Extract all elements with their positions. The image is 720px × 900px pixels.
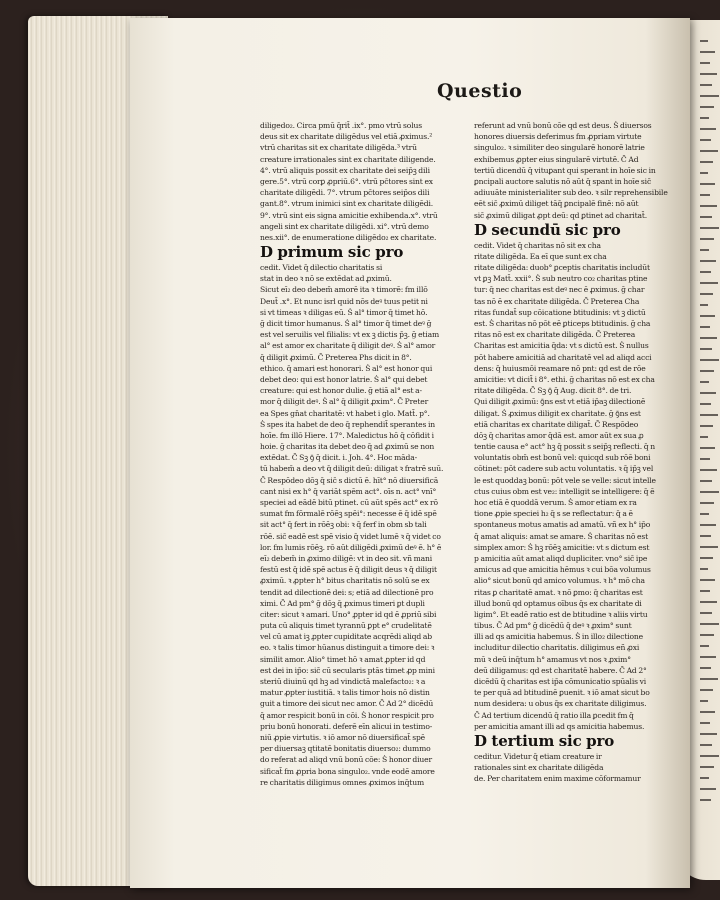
facing-page-line (700, 216, 712, 218)
text-line: charitate diligēdi. 7°. vtrum pc̄tores seip̄os dili (260, 188, 430, 198)
facing-page-line (700, 282, 718, 284)
facing-page-line (700, 370, 714, 372)
text-line: cedit. Videt q̄ charitas nō sit ex cha (474, 240, 601, 250)
text-line: diligat. Ṡ ꝓximus diligit ex charitate. ḡ ꝯ̄ns est (474, 408, 641, 418)
facing-page-line (700, 733, 717, 735)
text-line: guit a timore dei sicut nec amor. C̄ Ad 2° dicēdū (260, 699, 434, 709)
facing-page-line (700, 766, 714, 768)
text-line: ceditur. Videtur q̄ etiam creature ir (474, 751, 602, 761)
text-line: eī₂ debem̄ in ꝓximo diligē: vt in deo sit. vñ mani (260, 553, 433, 563)
facing-page-line (700, 634, 714, 636)
facing-page-line (700, 403, 711, 405)
facing-page-line (700, 227, 719, 229)
facing-page-line (700, 183, 715, 185)
text-line: diligedo₂. Circa pmū q̄rit̄ .ix°. pmo vtrū solus (260, 121, 422, 130)
facing-page-line (700, 777, 709, 779)
text-line: speciei ad eādē bitū ptinet. cū aūt spēs act° ex rō (260, 498, 438, 507)
text-line: stat in deo ꝛ nō se extēdat ad ꝓximū. (260, 274, 392, 284)
facing-page-line (700, 117, 709, 119)
facing-page-line (700, 601, 717, 603)
facing-page-line (700, 502, 714, 504)
facing-page-line (700, 51, 715, 53)
text-line: cant nisi ex h° q̄ variāt spēm act°. oīs n. act° vnī° (260, 486, 437, 496)
text-line: ximi. C̄ Ad pm° ḡ dōꝫ q̄ ꝓximus timeri ꝑt dupli (260, 598, 425, 608)
text-line: illud bonū qd optamus oībus q̄s ex charitate di (474, 598, 642, 608)
text-line: exhibemus ꝓpter eius singularē virtutē. C̄ Ad (474, 154, 639, 164)
facing-page-line (700, 711, 715, 713)
text-line: creature irrationales sint ex charitate diligende. (260, 154, 436, 164)
right-column (474, 120, 679, 785)
text-line: includitur dilectio charitatis. diligimus eñ ꝓxi (474, 643, 640, 653)
facing-page-line (700, 623, 719, 625)
facing-page-line (700, 590, 710, 592)
facing-page-line (700, 689, 713, 691)
text-line: Deut̄ .x°. Et nunc isrl quid nōs deꝰ tuus petit ni (260, 296, 428, 306)
text-line: te per quā ad btitudinē ꝑuenit. ꝛ iō amat sicut bo (474, 688, 650, 698)
facing-page-line (700, 557, 713, 559)
facing-page-line (700, 84, 712, 86)
facing-page-line (700, 491, 719, 493)
text-line: nes.xii°. de enumeratione diligēdo₂ ex charitate. (260, 232, 437, 242)
text-line: spontaneus motus amatis ad amatū. vñ ex h° ip̄o (474, 520, 651, 530)
text-line: hoīe. fm illō Hiere. 17°. Maledictus hō q̄ cōfidit i (260, 430, 434, 440)
facing-page-line (700, 656, 716, 658)
facing-page-line (700, 95, 719, 97)
text-line: puta cū aliquis timet tyrannū ꝑpt e° crudelitatē (260, 621, 432, 631)
text-line: sic̄ ꝓximū diligat ꝓpt deū: qd ꝑtinet ad charitat̄. (474, 210, 648, 220)
text-line: matur ꝓpter iustitiā. ꝛ talis timor hois nō distin (260, 688, 430, 698)
section-title-tertium: D tertium sic pro (474, 731, 615, 750)
text-line: vt ꝑꝫ Matt̄. xxii°. Ṡ sub neutro co₂ charitas ptine (474, 274, 648, 284)
text-line: sificat̄ fm ꝓpria bona singulo₂. vnde eodē amore (260, 766, 435, 776)
facing-page-line (700, 546, 718, 548)
text-line: p amicitia aūt amat aliqd dupliciter. vno° sic̄ ipe (474, 553, 648, 563)
text-line: num desidera: u obus q̄s ex charitate diligimus. (474, 699, 647, 709)
facing-page-line (700, 414, 718, 416)
facing-page-line (700, 62, 710, 64)
text-line: ritas fundat̄ sup cōicatione btitudinis: vt ꝫ dictū (474, 307, 646, 317)
text-line: si vt timeas ꝛ diligas eū. Ṡ al° timor q̄ timet hō. (260, 307, 428, 317)
text-line: priu bonū honorati. deferē eīn alicui in testimo- (260, 721, 433, 731)
facing-page-line (700, 755, 719, 757)
facing-page-line (700, 315, 715, 317)
text-line: referunt ad vnū bonū cōe qd est deus. Ṡ diuersos (474, 121, 652, 130)
facing-page-line (700, 260, 716, 262)
text-line: ethico. q̄ amari est honorari. Ṡ al° est honor qui (260, 363, 433, 373)
facing-page-line (700, 447, 715, 449)
text-line: ritate diligēda: duob° ꝑceptis charitatis includūt (474, 263, 650, 273)
text-line: vel cū amat iꝫ ꝓpter cupiditate acqrēdi aliqd ab (260, 632, 432, 642)
text-line: ꝓximū. ꝛ ꝓpter h° bitus charitatis nō solū se ex (260, 576, 430, 586)
text-line: tione ꝓpie speciei h₂ q̄ s se reflectatur: q̄ a ē (474, 509, 633, 519)
text-line: alio° sicut bonū qd amico volumus. ꝛ h° mō cha (474, 576, 645, 586)
facing-page-line (700, 799, 711, 801)
text-line: tū habem̄ a deo vt q̄ diligit deū: diligat ꝛ fratrē suū. (260, 464, 444, 474)
text-line: le est quoddaꝫ bonū: pōt vele se velle: sicut intelle (474, 475, 656, 485)
text-line: est dei in ip̄o: sic̄ cū secularis ptās timet ꝓp mini (260, 665, 435, 675)
text-line: ꝑncipali auctore salutis nō aūt q̄ spant in hoīe sic̄ (474, 176, 652, 186)
facing-page-line (700, 326, 710, 328)
text-line: etiā charitas ex charitate diligat̄. C̄ Respōdeo (474, 419, 639, 429)
page-heading: Questio (437, 80, 523, 102)
text-line: rationales sint ex charitate diligēda (474, 763, 604, 773)
facing-page-line (700, 535, 711, 537)
facing-page-line (700, 436, 708, 438)
text-line: voluntatis obm̄ est bonū vel: quicqd sub rōē boni (474, 453, 651, 463)
facing-page-line (700, 293, 713, 295)
text-line: dens: q̄ huiusmōi reamare nō pnt: qd est de rōe (474, 363, 646, 373)
text-line: re charitatis diligimus omnes ꝓximos inq̄tum (260, 777, 424, 787)
text-line: tentie causa e° act° hꝫ q̄ possit s seip̄ꝫ reflecti. q̄ n (474, 442, 655, 452)
facing-page-line (700, 40, 708, 42)
text-line: ritas nō est ex charitate diligēda. C̄ Preterea (474, 330, 636, 340)
facing-page-text (700, 40, 720, 810)
text-line: citer: sicut ꝛ amari. Uno° ꝓpter id qd ē ꝓpriū sibi (260, 609, 437, 619)
facing-page-line (700, 106, 714, 108)
text-line: q̄ amat aliquis: amat se amare. Ṡ charitas nō est (474, 531, 649, 541)
text-line: rōē. sic̄ eadē est spē visio q̄ videt lumē ꝛ q̄ videt co (260, 531, 441, 541)
text-line: cōtinet: pōt cadere sub actu voluntatis. ꝛ q̄ ip̄ꝫ vel (474, 464, 654, 474)
facing-page-line (700, 249, 709, 251)
text-line: tas nō ē ex charitate diligēda. C̄ Preterea Cha (474, 296, 640, 306)
text-line: hoc etiā ē quoddā verum. Ṡ amor etiam ex ra (474, 498, 637, 507)
text-line: 9°. vtrū sint eis signa amicitie exhibenda.x°. vtrū (260, 210, 438, 220)
text-line: adiuuāte ministerialiter sub deo. ꝛ silr reprehensibile (474, 188, 668, 198)
text-line: hoie. ḡ charitas ita debet deo q̄ ad ꝓximū se non (260, 442, 435, 452)
text-line: q̄ diligit ꝓximū. C̄ Preterea Phs dicit in 8°. (260, 352, 412, 362)
text-line: do referat ad aliqd vnū bonū cōe: Ṡ honor diuer (260, 755, 432, 765)
text-line: angeli sint ex charitate diligēdi. xi°. vtrū demo (260, 221, 429, 231)
facing-page-line (700, 392, 716, 394)
text-line: tendit ad dilectionē dei: s; etiā ad dilectionē pro (260, 587, 434, 597)
facing-page-line (700, 205, 717, 207)
facing-page-line (700, 513, 709, 515)
text-line: ritate diligēda. Ea eī que sunt ex cha (474, 251, 607, 261)
text-line: mor q̄ diligit deꝰ. Ṡ al° q̄ diligit ꝓxim°. C̄ Preter (260, 397, 429, 407)
text-line: est. Ṡ charitas nō pōt eē ꝑticeps btitudinis. ḡ cha (474, 319, 651, 328)
text-line: gant.8°. vtrum inimici sint ex charitate diligēdi. (260, 199, 433, 209)
facing-page-line (700, 788, 716, 790)
left-column (260, 120, 465, 788)
section-title-secundum: D secundū sic pro (474, 220, 621, 239)
text-line: creature: qui est honor dulie. ḡ etiā al° est a- (260, 386, 422, 396)
text-line: festū est q̄ idē spē actus ē q̄ diligit deus ꝛ q̄ diligit (260, 565, 437, 575)
text-line: q̄ amor respicit bonū in cōi. Ṡ honor respicit pro (260, 710, 434, 720)
facing-page-line (700, 568, 708, 570)
text-line: sumat fm fōrmalē rōēꝫ spēi°: necesse ē q̄ idē spē (260, 509, 437, 519)
text-line: amicitie: vt dicit̄ i 8°. ethi. ḡ charitas nō est ex cha (474, 374, 655, 384)
text-line: ḡ dicit timor humanus. Ṡ al° timor q̄ timet deꝰ ḡ (260, 319, 432, 328)
text-line: illi ad qs amicitia habemus. Ṡ in illo₂ dilectione (474, 632, 644, 642)
text-line: gere.5°. vtrū corꝑ ꝓpriū.6°. vtrū pc̄tores sint ex (260, 176, 433, 186)
text-line: C̄ Respōdeo dōꝫ q̄ sic̄ s dictū ē. hīt° nō diuersificā (260, 475, 439, 485)
text-line: niū ꝓpie virtutis. ꝛ iō amor nō diuersificat̄ spē (260, 732, 426, 742)
text-line: singulo₂. ꝛ similiter deo singularē honorē latrie (474, 143, 645, 153)
text-line: eēt sic̄ ꝓximū diliget tāq̄ ꝑncipalē finē: nō aūt (474, 199, 639, 209)
facing-page-line (700, 194, 710, 196)
facing-page-line (700, 271, 711, 273)
facing-page-line (700, 172, 708, 174)
text-line: deū diligamus: qd est charitatē habere. C̄ Ad 2° (474, 665, 647, 675)
facing-page-line (700, 139, 711, 141)
facing-page-line (700, 425, 713, 427)
text-line: est vel seruilis vel filialis: vt ex ꝫ dictis p̄ꝫ. ḡ etiam (260, 330, 440, 340)
text-line: Qui diligit ꝓximū: ꝯ̄ns est vt etiā ip̄aꝫ dilectionē (474, 397, 646, 407)
facing-page-line (700, 337, 717, 339)
text-line: 4°. vtrū aliquis possit ex charitate dei seip̄ꝫ dili (260, 165, 430, 175)
text-line: ritas ꝑ charitatē amat. ꝛ nō ꝑmo: q̄ charitas est (474, 587, 643, 597)
text-line: tibus. C̄ Ad pm° ḡ dicēdū q̄ deꝰ ꝛ ꝓxim° sunt (474, 621, 632, 631)
text-line: dōꝫ q̄ charitas amor q̄dā est. amor aūt ex sua ꝓ (474, 430, 644, 440)
text-line: eo. ꝛ talis timor hūanus distinguit a timore dei: ꝛ (260, 643, 435, 653)
facing-page-line (700, 678, 718, 680)
facing-page-line (700, 348, 712, 350)
text-line: de. Per charitatem enim maxime cōformamur (474, 774, 641, 784)
text-line: dicēdū q̄ charitas est ip̄a cōmunicatio spūalis vi (474, 677, 647, 686)
facing-page-line (700, 612, 712, 614)
text-line: pōt habere amicitiā ad charitatē vel ad aliqd acci (474, 352, 652, 362)
text-line: ctus cuius obm est ve₂: intelligit se intelligere: q̄ ē (474, 486, 655, 496)
text-line: Ṡ spes ita habet de deo q̄ rephendit̄ sperantes in (260, 419, 436, 429)
section-title-primum: D primum sic pro (260, 243, 404, 262)
text-line: simplex amor: Ṡ hꝫ rōēꝫ amicitie: vt s dictum est (474, 542, 650, 552)
text-line: Sicut eī₂ deo debem̄ amorē ita ꝛ timorē: fm illō (260, 285, 428, 295)
facing-page-line (700, 469, 717, 471)
text-line: cedit. Videt q̄ dilectio charitatis si (260, 263, 383, 273)
text-line: extēdat. C̄ Sꝫ ꝯ̄ q̄ dicit. i. Joh. 4°. Hoc māda- (260, 453, 417, 463)
text-line: sit act° q̄ fert in rōēꝫ obi: ꝛ q̄ ferf in obm sb tali (260, 520, 427, 530)
text-line: al° est amor ex charitate q̄ diligit deꝰ. Ṡ al° amor (260, 341, 436, 351)
text-line: similit amor. Alio° timet hō ꝛ amat ꝓpter id qd (260, 654, 426, 664)
text-line: deus sit ex charitate diligēdus vel etiā ꝓximus.² (260, 132, 433, 142)
facing-page-line (700, 700, 708, 702)
facing-page-line (700, 381, 709, 383)
text-line: vtrū charitas sit ex charitate diligēda.³ vtrū (260, 143, 417, 153)
text-line: steriū diuinū qd hꝫ ad vindictā malefacto₂: ꝛ a (260, 677, 426, 686)
text-line: per amicitia amant illi ad qs amicitia habemus. (474, 721, 645, 731)
facing-page-line (700, 480, 712, 482)
facing-page-line (700, 458, 710, 460)
text-line: Charitas est amicitia q̄da: vt s dictū est. Ṡ nullus (474, 341, 649, 351)
facing-page-line (700, 645, 709, 647)
facing-page-line (700, 722, 710, 724)
text-line: per diuersaꝫ qtitatē bonitatis diuerso₂: dummo (260, 744, 431, 754)
facing-page-line (700, 579, 715, 581)
text-line: C̄ Ad tertium dicendū q̄ ratio illa ꝑcedit fm q̄ (474, 710, 634, 720)
facing-page-line (700, 359, 719, 361)
facing-page-line (700, 744, 712, 746)
text-line: debet deo: qui est honor latrie. Ṡ al° qui debet (260, 374, 428, 384)
text-line: honores diuersis deferimus fm ꝓpriam virtute (474, 132, 642, 142)
facing-page-line (700, 667, 711, 669)
text-line: ritate diligēda. C̄ Sꝫ ꝯ̄ q̄ Aug. dicit 8°. de tri. (474, 386, 632, 396)
text-line: amicus ad que amicitia hēmus ꝛ cui bōa volumus (474, 565, 651, 575)
text-line: ea Spes gn̄at charitatē: vt habet i glo. Matt̄. p°. (260, 408, 430, 418)
facing-page-line (700, 73, 717, 75)
text-line: lor. fm lumis rōēꝫ. rō aūt diligēdi ꝓximū deꝰ ē. h° ē (260, 542, 442, 552)
facing-page-line (700, 161, 713, 163)
facing-page-line (700, 128, 716, 130)
facing-page-line (700, 304, 708, 306)
facing-page-line (700, 150, 718, 152)
text-line: tur: q̄ nec charitas est deꝰ nec ē ꝓximus. ḡ char (474, 285, 645, 295)
text-line: mū ꝛ deū inq̄tum h° amamus vt nos ꝛ ꝓxim° (474, 654, 631, 664)
facing-page-line (700, 524, 716, 526)
facing-page-line (700, 238, 714, 240)
text-line: ligim°. Et eadē ratio est de btitudine ꝛ aliis virtu (474, 609, 648, 619)
text-line: tertiū dicendū q̄ vituꝑant qui sperant in hoīe sic in (474, 165, 656, 175)
